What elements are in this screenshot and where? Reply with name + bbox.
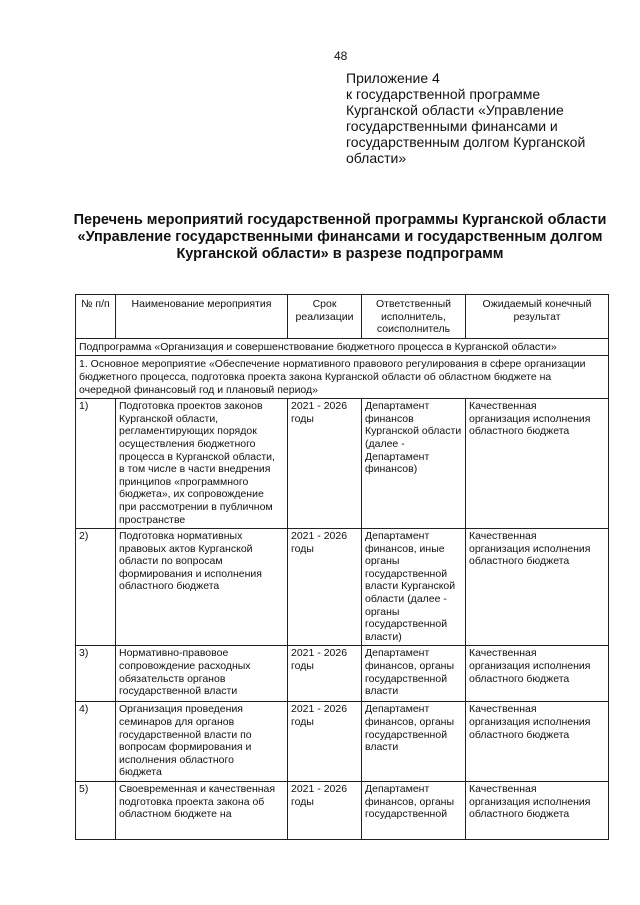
- row-result-line: областного бюджета: [469, 425, 570, 438]
- row-name-line: Подготовка нормативных: [119, 530, 243, 543]
- row-result-line: областного бюджета: [469, 808, 570, 821]
- row-name-line: процесса в Курганской области,: [119, 450, 275, 463]
- row-result: [466, 529, 609, 646]
- main-measure-line: 1. Основное мероприятие «Обеспечение нормативного правового регулирования в сфере организации: [79, 358, 586, 371]
- header-name: Наименование мероприятия: [116, 295, 288, 339]
- document-title: [60, 212, 620, 263]
- row-executor-line: (далее -: [365, 437, 405, 450]
- row-executor-line: финансов, органы: [365, 795, 455, 808]
- row-term: [288, 399, 362, 529]
- subprogram-title: Подпрограмма «Организация и совершенствование бюджетного процесса в Курганской области»: [76, 338, 609, 356]
- measures-table: [75, 294, 609, 840]
- header-executor: Ответственный исполнитель, соисполнитель: [362, 295, 466, 339]
- row-result-line: Качественная: [469, 530, 537, 543]
- appendix-line: Приложение 4: [346, 70, 440, 86]
- row-executor-line: финансов, иные: [365, 542, 445, 555]
- row-name-line: государственной власти по: [119, 728, 252, 741]
- table-row: [76, 782, 609, 840]
- row-name: [116, 702, 288, 782]
- title-line: Перечень мероприятий государственной программы Курганской области: [73, 212, 607, 228]
- main-measure-title: [76, 356, 609, 399]
- row-name-line: семинаров для органов: [119, 716, 235, 729]
- row-name: [116, 646, 288, 702]
- row-term: [288, 529, 362, 646]
- table-row: [76, 399, 609, 529]
- row-executor-line: власти: [365, 685, 399, 698]
- row-result-line: областного бюджета: [469, 555, 570, 568]
- row-term-line: 2021 - 2026: [291, 530, 348, 543]
- row-executor-line: финансов: [365, 412, 414, 425]
- appendix-line: государственными финансами и: [346, 118, 558, 134]
- table-header-row: [76, 295, 609, 339]
- row-result: [466, 646, 609, 702]
- appendix-note: [346, 70, 616, 166]
- row-name-line: Своевременная и качественная: [119, 783, 276, 795]
- row-name-line: исполнения областного: [119, 753, 234, 766]
- row-result-line: Качественная: [469, 400, 537, 413]
- row-executor-line: финансов): [365, 463, 418, 476]
- row-executor-line: государственной: [365, 672, 448, 685]
- row-name-line: в том числе в части внедрения: [119, 463, 271, 476]
- row-name-line: бюджета», их сопровождение: [119, 488, 264, 501]
- appendix-line: Курганской области «Управление: [346, 102, 564, 118]
- appendix-line: государственным долгом Курганской: [346, 134, 586, 150]
- table-row: [76, 529, 609, 646]
- row-executor-line: Департамент: [365, 400, 430, 413]
- row-term-line: 2021 - 2026: [291, 783, 348, 795]
- row-result: [466, 702, 609, 782]
- row-name: [116, 782, 288, 840]
- row-term-line: 2021 - 2026: [291, 703, 348, 716]
- row-result-line: Качественная: [469, 783, 537, 795]
- main-measure-line: очередной финансовый год и плановый период»: [79, 383, 319, 396]
- row-name: [116, 529, 288, 646]
- row-executor-line: органы: [365, 605, 400, 618]
- row-term: [288, 646, 362, 702]
- row-executor: [362, 782, 466, 840]
- row-executor-line: области (далее -: [365, 593, 447, 606]
- row-executor-line: государственной: [365, 618, 448, 631]
- row-executor: [362, 529, 466, 646]
- row-executor-line: Департамент: [365, 450, 430, 463]
- row-executor-line: власти: [365, 741, 399, 754]
- row-name-line: Курганской области,: [119, 412, 219, 425]
- row-executor-line: Департамент: [365, 647, 430, 660]
- row-name-line: Нормативно-правовое: [119, 647, 229, 660]
- row-executor-line: Курганской области: [365, 425, 462, 438]
- row-result-line: организация исполнения: [469, 542, 591, 555]
- row-name-line: осуществления бюджетного: [119, 437, 256, 450]
- row-term-line: годы: [291, 660, 314, 673]
- row-name-line: вопросам формирования и: [119, 741, 252, 754]
- row-name-line: Подготовка проектов законов: [119, 400, 263, 413]
- row-result-line: областного бюджета: [469, 672, 570, 685]
- row-executor-line: государственной: [365, 728, 448, 741]
- row-executor: [362, 399, 466, 529]
- row-name-line: бюджета: [119, 766, 162, 779]
- row-name-line: государственной власти: [119, 685, 238, 698]
- row-executor-line: государственной: [365, 567, 448, 580]
- row-result-line: организация исполнения: [469, 660, 591, 673]
- appendix-line: области»: [346, 150, 407, 166]
- title-line: Курганской области» в разрезе подпрограмм: [176, 246, 504, 262]
- row-num: 4): [76, 702, 116, 782]
- row-name-line: принципов «программного: [119, 475, 249, 488]
- row-executor-line: финансов, органы: [365, 660, 455, 673]
- row-name-line: Организация проведения: [119, 703, 243, 716]
- row-name-line: областного бюджета: [119, 580, 220, 593]
- row-result-line: организация исполнения: [469, 795, 591, 808]
- main-measure-line: бюджетного процесса, подготовка проекта закона Курганской области об областном бюджете на: [79, 370, 552, 383]
- header-term: Срок реализации: [288, 295, 362, 339]
- row-result-line: областного бюджета: [469, 728, 570, 741]
- row-result-line: организация исполнения: [469, 412, 591, 425]
- row-term-line: годы: [291, 412, 314, 425]
- row-executor: [362, 702, 466, 782]
- row-term: [288, 702, 362, 782]
- appendix-line: к государственной программе: [346, 86, 541, 102]
- row-result: [466, 399, 609, 529]
- page-number: 48: [334, 49, 348, 63]
- row-term-line: годы: [291, 795, 314, 808]
- row-name-line: формирования и исполнения: [119, 567, 262, 580]
- row-result-line: Качественная: [469, 703, 537, 716]
- row-term-line: 2021 - 2026: [291, 647, 348, 660]
- row-num: 1): [76, 399, 116, 529]
- row-num: 3): [76, 646, 116, 702]
- row-executor-line: Департамент: [365, 530, 430, 543]
- table-row: [76, 646, 609, 702]
- row-result: [466, 782, 609, 840]
- row-name-line: сопровождение расходных: [119, 660, 251, 673]
- row-executor-line: Департамент: [365, 703, 430, 716]
- row-term-line: 2021 - 2026: [291, 400, 348, 413]
- row-name-line: правовых актов Курганской: [119, 542, 253, 555]
- row-name-line: при рассмотрении в публичном: [119, 500, 273, 513]
- row-term-line: годы: [291, 716, 314, 729]
- row-term: [288, 782, 362, 840]
- row-executor-line: Департамент: [365, 783, 430, 795]
- row-num: 2): [76, 529, 116, 646]
- table-row: [76, 702, 609, 782]
- row-executor-line: власти): [365, 630, 402, 643]
- row-name-line: подготовка проекта закона об: [119, 795, 265, 808]
- row-executor-line: органы: [365, 555, 400, 568]
- row-executor-line: финансов, органы: [365, 716, 455, 729]
- main-measure-row: [76, 356, 609, 399]
- row-executor-line: власти Курганской: [365, 580, 456, 593]
- row-term-line: годы: [291, 542, 314, 555]
- row-name-line: пространстве: [119, 513, 186, 526]
- subprogram-row: [76, 338, 609, 356]
- row-name-line: обязательств органов: [119, 672, 226, 685]
- row-result-line: Качественная: [469, 647, 537, 660]
- row-name: [116, 399, 288, 529]
- header-result: Ожидаемый конечный результат: [466, 295, 609, 339]
- row-executor: [362, 646, 466, 702]
- row-name-line: областном бюджете на: [119, 808, 232, 821]
- row-name-line: области по вопросам: [119, 555, 223, 568]
- row-num: 5): [76, 782, 116, 840]
- header-num: № п/п: [76, 295, 116, 339]
- row-result-line: организация исполнения: [469, 716, 591, 729]
- row-name-line: регламентирующих порядок: [119, 425, 257, 438]
- title-line: «Управление государственными финансами и государственным долгом: [77, 229, 603, 245]
- row-executor-line: государственной: [365, 808, 448, 821]
